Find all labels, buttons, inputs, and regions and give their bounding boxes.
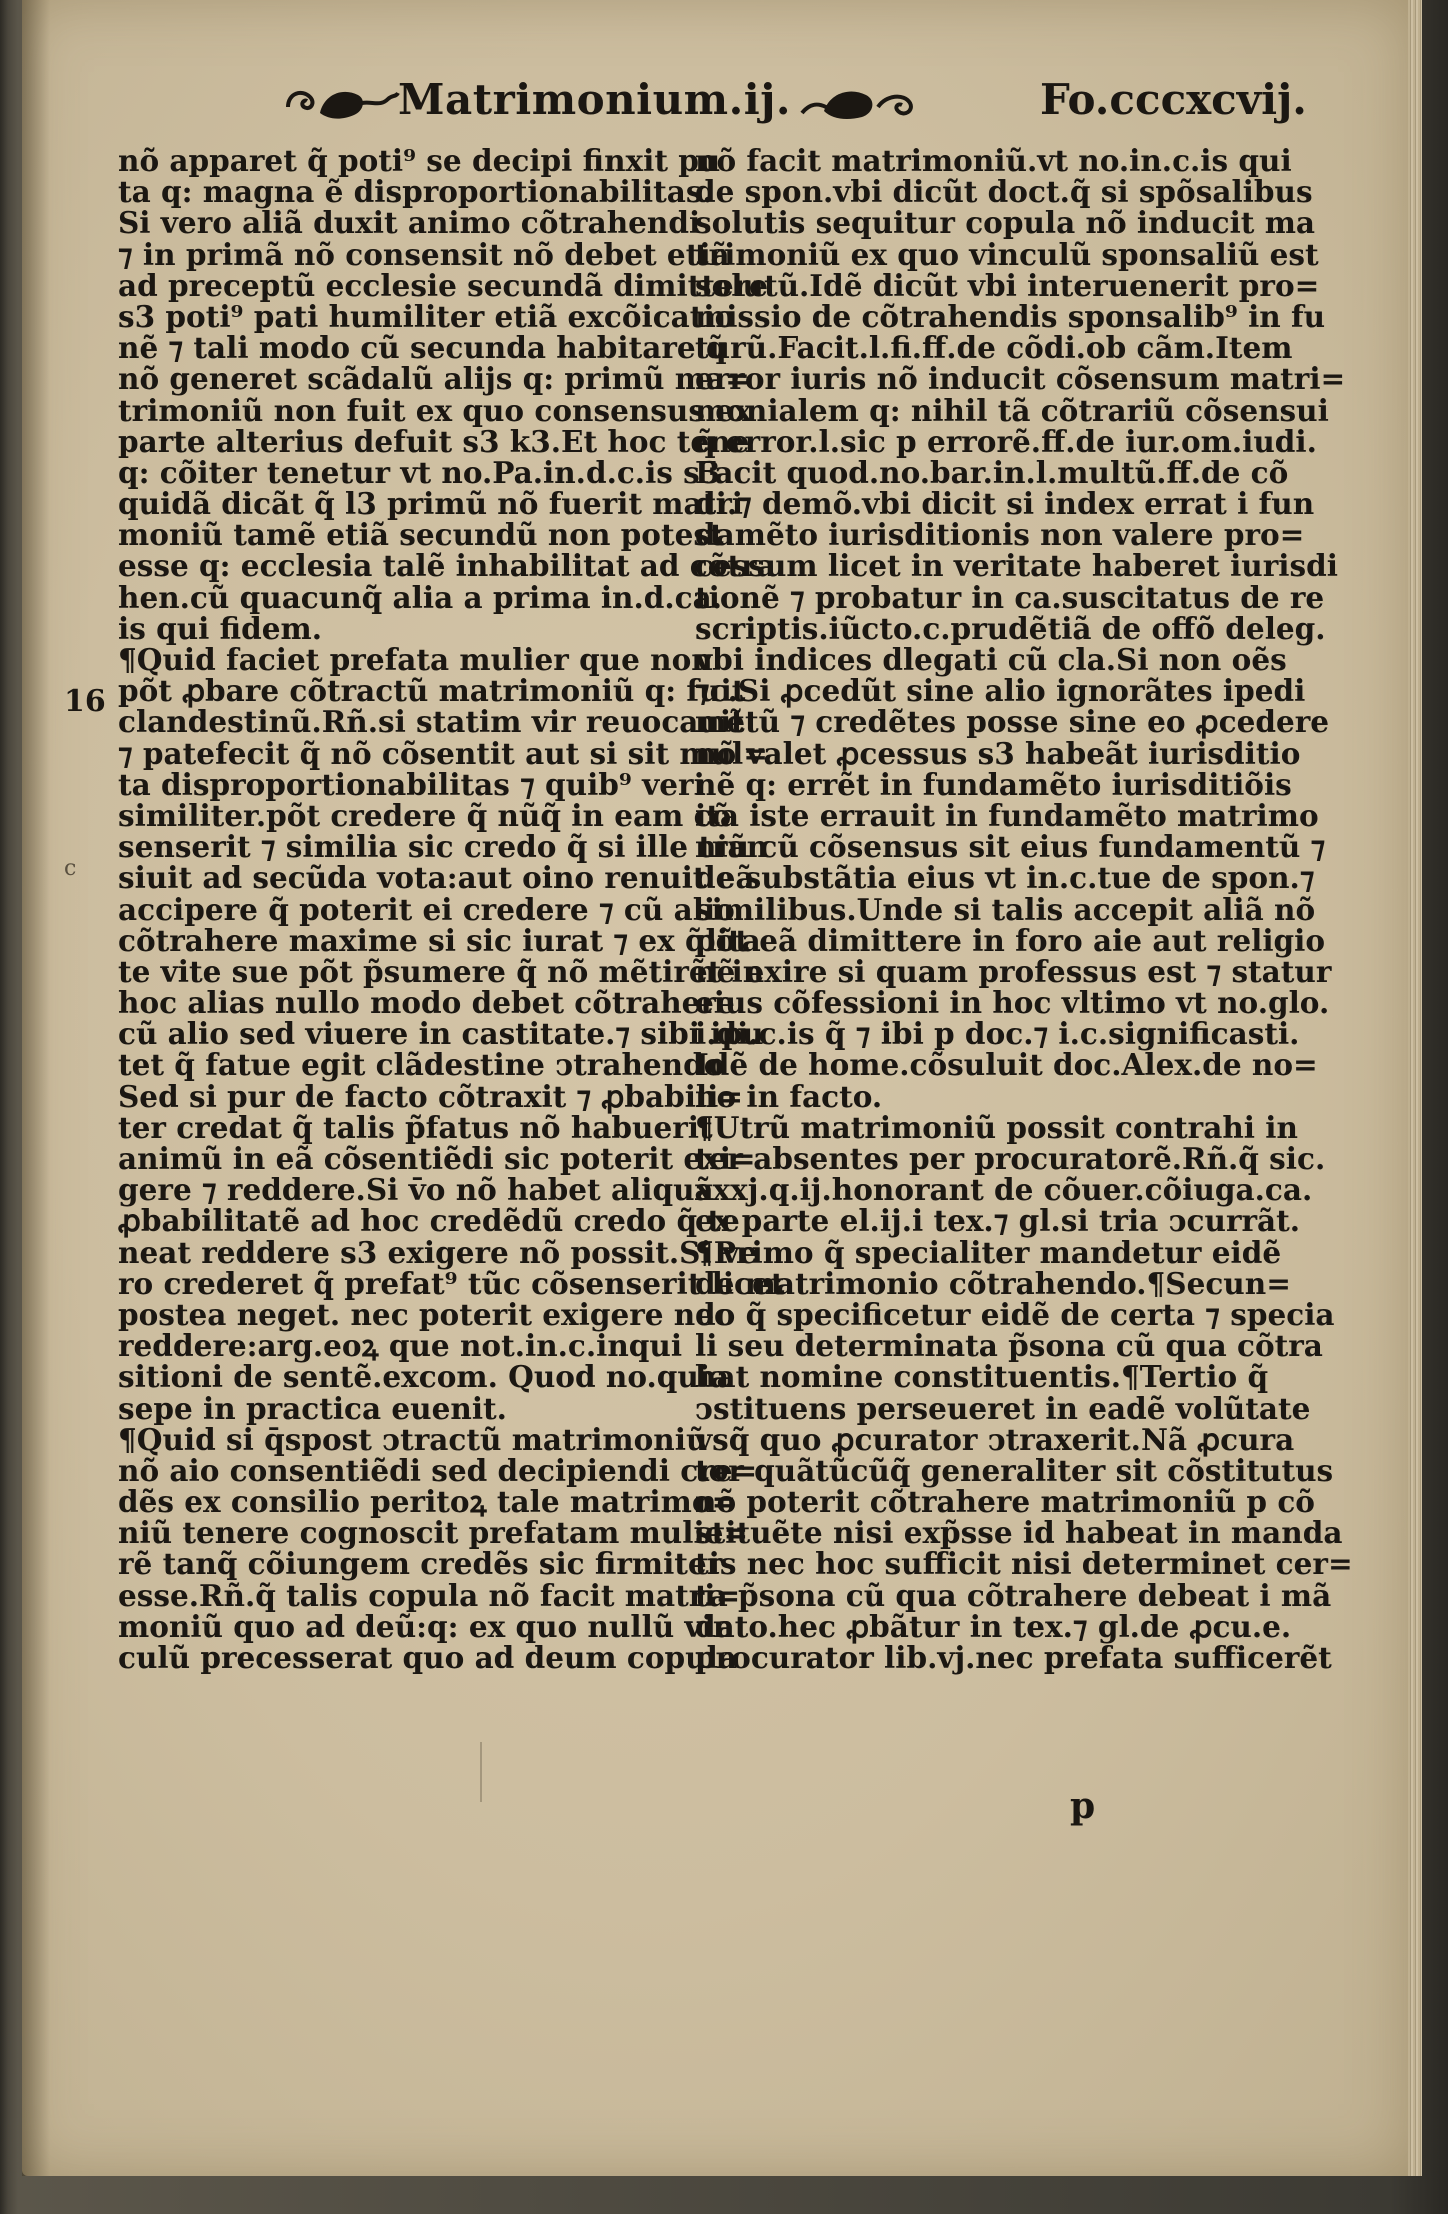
text-line: animũ in eã cõsentiẽdi sic poterit exi= (118, 1141, 756, 1176)
text-line: Sed si pur de facto cõtraxit ⁊ ꝓbabili= (118, 1078, 744, 1114)
text-line: ro crederet q̃ prefat⁹ tũc cõsenserit licet (118, 1265, 785, 1301)
text-line: xxxj.q.ij.honorant de cõuer.cõiuga.ca. (695, 1172, 1313, 1208)
text-line: ¶Primo q̃ specialiter mandetur eidẽ (695, 1234, 1282, 1270)
text-line: ⁊c.Si ꝓcedũt sine alio ignorãtes ipedi (695, 673, 1306, 709)
text-line: di.⁊ demõ.vbi dicit si index errat i fun (695, 486, 1315, 522)
text-line: procurator lib.vj.nec prefata sufficerẽt (695, 1640, 1332, 1675)
text-line: eius cõfessioni in hoc vltimo vt no.glo. (695, 985, 1330, 1021)
text-line: cessum licet in veritate haberet iurisdi (695, 548, 1338, 584)
text-line: sepe in practica euenit. (118, 1390, 507, 1426)
text-line: quidã dicãt q̃ l3 primũ nõ fuerit matri (118, 486, 743, 522)
text-line: nõ apparet q̃ poti⁹ se decipi finxit pu (118, 143, 721, 178)
text-line: culũ precesserat quo ad deum copula (118, 1640, 737, 1675)
text-line: niũ cũ cõsensus sit eius fundamentũ ⁊ (695, 829, 1326, 865)
margin-section-number: 16 (64, 684, 106, 719)
text-line: te vite sue põt p̃sumere q̃ nõ mẽtirẽt in (118, 953, 765, 989)
left-text-column (118, 143, 785, 1675)
text-line: ad preceptũ ecclesie secundã dimittere (118, 267, 769, 303)
text-line: sitioni de sentẽ.excom. Quod no.quia (118, 1359, 730, 1395)
page-title: Matrimonium.ij. (398, 75, 792, 124)
text-line: ¶Quid faciet prefata mulier que non (118, 642, 713, 677)
text-line: hoc alias nullo modo debet cõtrahere (118, 985, 735, 1021)
text-line: do q̃ specificetur eidẽ de certa ⁊ specia (695, 1296, 1335, 1332)
text-line: ꝓbabilitatẽ ad hoc credẽdũ credo q̃ te (118, 1203, 740, 1239)
text-line: q: cõiter tenetur vt no.Pa.in.d.c.is s3 (118, 454, 721, 490)
text-line: trimoniũ ex quo vinculũ sponsaliũ est (695, 236, 1319, 272)
text-line: cõtrahere maxime si sic iurat ⁊ ex q̃lita (118, 922, 761, 958)
text-line: parte alterius defuit s3 k3.Et hoc tene (118, 423, 750, 459)
page-edges (1408, 0, 1422, 2176)
text-line: nõ poterit cõtrahere matrimoniũ p cõ (695, 1484, 1315, 1520)
text-line: mẽtũ ⁊ credẽtes posse sine eo ꝓcedere (695, 704, 1330, 740)
text-line: postea neget. nec poterit exigere nec (118, 1296, 732, 1332)
text-line: solutis sequitur copula nõ inducit ma (695, 205, 1316, 241)
text-line: de matrimonio cõtrahendo.¶Secun= (695, 1265, 1291, 1301)
text-line: ⁊ in primã nõ consensit nõ debet etiã (118, 236, 730, 272)
text-line: accipere q̃ poterit ei credere ⁊ cũ alio (118, 891, 735, 927)
text-line: nẽ q: errẽt in fundamẽto iurisditiõis (695, 766, 1292, 802)
text-line: similibus.Unde si talis accepit aliã nõ (695, 891, 1316, 927)
text-line: is qui fidem. (118, 610, 322, 646)
text-line: neat reddere s3 exigere nõ possit.Si ve (118, 1234, 758, 1270)
text-line: dẽs ex consilio peritoꝝ tale matrimo= (118, 1484, 737, 1520)
text-line: nõ valet ꝓcessus s3 habeãt iurisditio (695, 735, 1301, 771)
text-line: ↄstituens perseueret in eadẽ volũtate (695, 1390, 1311, 1426)
text-line: senserit ⁊ similia sic credo q̃ si ille tran (118, 829, 769, 865)
text-line: tor quãtũcũq̃ generaliter sit cõstitutus (695, 1452, 1334, 1488)
binding-gutter-shadow (22, 0, 50, 2176)
text-line: similiter.põt credere q̃ nũq̃ in eam cõ (118, 797, 732, 833)
text-line: stituẽte nisi exp̃sse id habeat in manda (695, 1515, 1343, 1551)
pencil-mark (480, 1742, 482, 1802)
text-line: nõ generet scãdalũ alijs q: primũ ma= (118, 361, 750, 397)
text-line: vsq̃ quo ꝓcurator ↄtraxerit.Nã ꝓcura (695, 1421, 1295, 1457)
text-line: monialem q: nihil tã cõtrariũ cõsensui (695, 392, 1329, 428)
text-line: error iuris nõ inducit cõsensum matri= (695, 361, 1346, 397)
text-line: põt ꝓbare cõtractũ matrimoniũ q: fuit (118, 673, 746, 709)
text-line: ta p̃sona cũ qua cõtrahere debeat i mã (695, 1577, 1332, 1613)
text-line: solutũ.Idẽ dicũt vbi interuenerit pro= (695, 267, 1320, 303)
text-line: ¶Quid si q̄spost ↄtractũ matrimoniũ (118, 1421, 708, 1457)
text-line: s3 poti⁹ pati humiliter etiã excõicatio (118, 298, 735, 334)
text-line: dato.hec ꝓbãtur in tex.⁊ gl.de ꝓcu.e. (695, 1608, 1292, 1644)
text-line: Facit quod.no.bar.in.l.multũ.ff.de cõ (695, 454, 1289, 490)
text-line: de substãtia eius vt in.c.tue de spon.⁊ (695, 860, 1315, 896)
text-line: esse q: ecclesia talẽ inhabilitat ad cõtra (118, 548, 776, 584)
margin-mark: c (64, 856, 77, 881)
running-header (280, 75, 1307, 135)
text-line: ta q: magna ẽ disproportionabilitas. (118, 174, 713, 210)
text-line: nõ facit matrimoniũ.vt no.in.c.is qui (695, 143, 1292, 178)
text-line: ⁊ patefecit q̃ nõ cõsentit aut si sit mul= (118, 735, 768, 771)
text-line: trimoniũ non fuit ex quo consensus ex (118, 392, 752, 428)
text-line: nẽ ⁊ tali modo cũ secunda habitare q̃ (118, 330, 727, 366)
text-line: tis nec hoc sufficit nisi determinet cer= (695, 1546, 1353, 1582)
text-line: ter credat q̃ talis p̃fatus nõ habuerit (118, 1109, 713, 1145)
signature-mark: p (1070, 1785, 1096, 1827)
text-line: ¶Utrũ matrimoniũ possit contrahi in (695, 1109, 1298, 1145)
text-line: Si vero aliã duxit animo cõtrahendi (118, 205, 701, 241)
text-line: moniũ quo ad deũ:q: ex quo nullũ vin (118, 1608, 735, 1644)
text-line: põt eã dimittere in foro aie aut religio (695, 922, 1326, 958)
text-line: turũ.Facit.l.fi.ff.de cõdi.ob cãm.Item (695, 330, 1293, 366)
text-line: ita iste errauit in fundamẽto matrimo (695, 797, 1319, 833)
text-line: siuit ad secũda vota:aut oino renuit eã (118, 860, 755, 896)
text-line: rẽ tanq̃ cõiungem credẽs sic firmiter (118, 1546, 723, 1582)
text-line: hat nomine constituentis.¶Tertio q̃ (695, 1359, 1269, 1395)
text-line: damẽto iurisditionis non valere pro= (695, 517, 1305, 553)
text-line: nẽ exire si quam professus est ⁊ statur (695, 953, 1332, 989)
text-line: scriptis.iũcto.c.prudẽtiã de offõ deleg. (695, 610, 1326, 646)
text-line: Idẽ de home.cõsuluit doc.Alex.de no= (695, 1047, 1318, 1083)
text-line: clandestinũ.Rñ.si statim vir reuocauit (118, 704, 745, 740)
text-line: esse.Rñ.q̃ talis copula nõ facit matri= (118, 1577, 741, 1613)
text-line: ex parte el.ij.i tex.⁊ gl.si tria ↄcurrãt. (695, 1203, 1301, 1239)
text-line: nõ aio consentiẽdi sed decipiendi cre= (118, 1452, 758, 1488)
folio-number: Fo.cccxcvij. (1040, 75, 1307, 124)
text-line: ter absentes per procuratorẽ.Rñ.q̃ sic. (695, 1141, 1326, 1176)
text-line: tet q̃ fatue egit clãdestine ↄtrahendo (118, 1047, 724, 1083)
text-line: hen.cũ quacunq̃ alia a prima in.d.ca. (118, 579, 723, 615)
left-fleuron-icon (280, 77, 400, 127)
text-line: niũ tenere cognoscit prefatam mulie= (118, 1515, 749, 1551)
text-line: ta disproportionabilitas ⁊ quib⁹ veri (118, 766, 705, 802)
text-line: tionẽ ⁊ probatur in ca.suscitatus de re (695, 579, 1325, 615)
text-line: no in facto. (695, 1078, 883, 1114)
right-fleuron-icon (800, 77, 920, 127)
text-line: cũ alio sed viuere in castitate.⁊ sibi ipu (118, 1016, 764, 1052)
text-line: li seu determinata p̃sona cũ qua cõtra (695, 1328, 1323, 1364)
text-line: gere ⁊ reddere.Si v̄o nõ habet aliquã (118, 1172, 714, 1208)
text-line: missio de cõtrahendis sponsalib⁹ in fu (695, 298, 1326, 334)
right-text-column (695, 143, 1353, 1675)
text-line: i.di.c.is q̃ ⁊ ibi p doc.⁊ i.c.significasti. (695, 1016, 1300, 1052)
text-line: q̃ error.l.sic p errorẽ.ff.de iur.om.iudi. (695, 423, 1317, 459)
text-line: reddere:arg.eoꝝ que not.in.c.inqui (118, 1328, 683, 1364)
text-line: de spon.vbi dicũt doct.q̃ si spõsalibus (695, 174, 1313, 210)
text-line: moniũ tamẽ etiã secundũ non potest (118, 517, 724, 553)
text-line: vbi indices dlegati cũ cla.Si non oẽs (695, 642, 1287, 677)
